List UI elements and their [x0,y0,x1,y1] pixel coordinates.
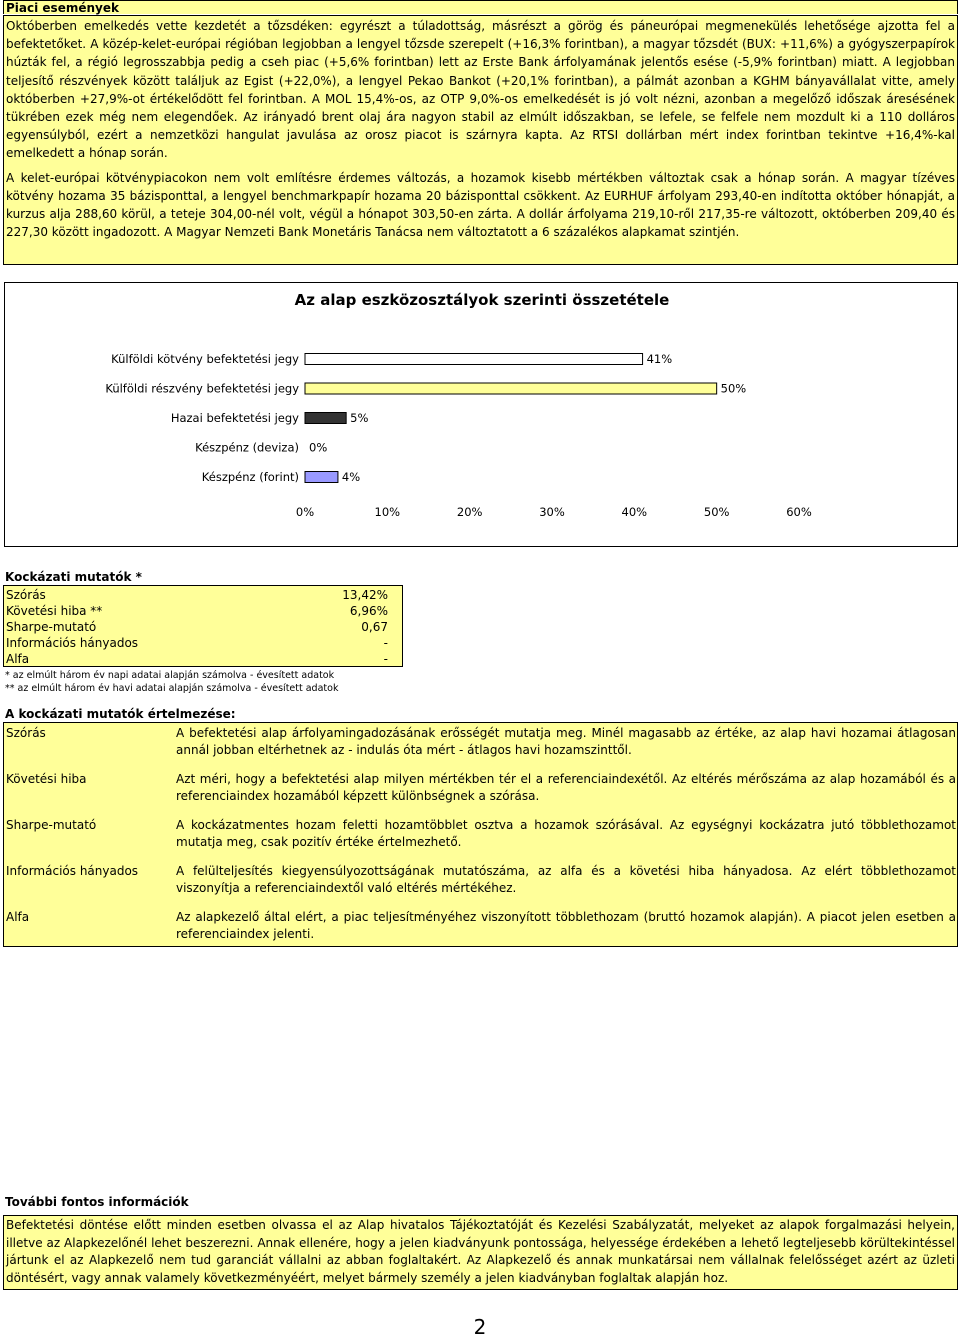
x-tick-label: 10% [374,505,401,519]
risk-footnote-1: * az elmúlt három év napi adatai alapján számolva - évesített adatok [5,670,335,681]
bar [305,383,717,394]
interpretation-box [3,722,958,947]
x-tick-label: 30% [539,505,565,519]
risk-value: 0,67 [361,620,388,634]
interp-definition: Az alapkezelő által elért, a piac teljesítményéhez viszonyított többlethozam (bruttó hozamok alapján). A piacot jelen esetben a referenciaindex jelenti. [176,910,956,941]
bar [305,354,643,365]
risk-row [6,635,396,651]
interp-definition: A kockázatmentes hozam feletti hozamtöbblet osztva a hozamok szórásával. Az egységnyi kockázatra jutó többlethozamot mutatja meg, csak pozitív értéke értelmezhető. [176,818,956,849]
interpretation-title: A kockázati mutatók értelmezése: [5,707,236,721]
further-info-box: Befektetési döntése előtt minden esetben olvassa el az Alap hivatalos Tájékoztatóját és Kezelési Szabályzatát, melyeket az alapok forgalmazási helyein, illetve az Alapkezelőnél lehet beszerezni. Annak ellenére, hogy a jelen kiadványunk pontossága, helyessége érdekében a lehető legteljesebb körültekintéssel jártunk el az Alapkezelő nem tud garanciát vállalni az abban foglaltakért. Az Alapkezelő és annak munkatársai nem vállalnak felelősséget azért az üzleti döntésért, vagy annak valamely következményéért, melyet bármely személy a jelen kiadványban foglaltak alapján hoz. [3,1215,958,1290]
risk-value: - [383,652,388,666]
chart-title: Az alap eszközosztályok szerinti összetétele [294,291,670,309]
x-tick-label: 40% [621,505,648,519]
x-tick-label: 0% [295,505,315,519]
interp-term: Követési hiba [6,772,87,786]
risk-label: Alfa [6,652,30,666]
x-tick-label: 50% [703,505,730,519]
interp-term: Alfa [6,910,30,924]
risk-label: Információs hányados [6,636,139,650]
interp-term: Információs hányados [6,864,139,878]
further-info-title: További fontos információk [5,1195,189,1209]
page-number: 2 [473,1315,487,1339]
risk-label: Szórás [6,588,46,602]
data-label: 0% [309,440,328,455]
risk-row [6,603,396,619]
data-label: 4% [341,470,361,484]
risk-footnote-2: ** az elmúlt három év havi adatai alapján számolva - évesített adatok [5,683,339,694]
data-label: 41% [646,352,673,366]
category-label: Készpénz (deviza) [195,440,299,455]
risk-value: - [383,636,388,650]
interp-definition: A befektetési alap árfolyamingadozásának erősségét mutatja meg. Minél magasabb az értéke, az alap havi hozamai átlagosan annál jobban eltérhetnek az - indulás óta mért - átlagos havi hozamszinttől. [176,726,956,757]
market-paragraph-2: A kelet-európai kötvénypiacokon nem volt említésre érdemes változás, a hozamok kisebb mértékben változtak csak a hónap során. A magyar tízéves kötvény hozama 35 bázisponttal, a lengyel benchmarkpapír hozama 20 bázisponttal csökkent. Az EURHUF árfolyam 293,40-en indította október hónapját, a kurzus alja 288,60 körül, a teteje 304,00-nél volt, végül a hónapot 303,50-en zárta. A dollár árfolyama 219,10-ről 217,35-re változott, októberben 209,40 és 227,30 között ingadozott. A Magyar Nemzeti Bank Monetáris Tanácsa nem változtatott a 6 százalékos alapkamat szintjén. [6,170,955,240]
interp-term: Szórás [6,726,46,740]
risk-row [6,619,396,635]
risk-row [6,651,396,667]
category-label: Külföldi kötvény befektetési jegy [111,352,299,366]
interp-term: Sharpe-mutató [6,818,97,832]
category-label: Külföldi részvény befektetési jegy [105,381,299,396]
interp-definition: Azt méri, hogy a befektetési alap milyen mértékben tér el a referenciaindexétől. Az eltérés mérőszáma az alap hozamából és a referenciaindex hozamából képzett különbségnek a szórása. [176,772,956,803]
data-label: 5% [350,411,369,425]
market-events-heading: Piaci események [3,0,958,14]
market-events-box [3,15,958,265]
risk-row [6,587,396,603]
risk-indicators-title: Kockázati mutatók * [5,570,142,584]
x-tick-label: 60% [786,505,812,519]
risk-value: 13,42% [342,588,388,602]
risk-label: Követési hiba ** [6,604,103,618]
risk-value: 6,96% [349,604,388,618]
category-label: Hazai befektetési jegy [170,411,299,425]
bar [305,472,338,483]
bar [305,413,346,424]
risk-label: Sharpe-mutató [6,620,97,634]
chart-canvas [5,283,959,548]
data-label: 50% [720,381,747,396]
risk-indicators-table [3,585,403,667]
x-tick-label: 20% [456,505,483,519]
category-label: Készpénz (forint) [201,470,299,484]
interp-definition: A felülteljesítés kiegyensúlyozottságának mutatószáma, az alfa és a követési hiba hányadosa. Az elért többlethozamot viszonyítja a referenciaindextől való eltérés mértékéhez. [176,864,956,895]
market-paragraph-1: Októberben emelkedés vette kezdetét a tőzsdéken: egyrészt a túladottság, másrészt a görög és páneurópai megmenekülés lehetősége ajzotta fel a befektetőket. A közép-kelet-európai régióban legjobban a lengyel tőzsde szerepelt (+16,3% forintban), a magyar tőzsdét (BUX: +11,6%) a gyógyszerpapírok húzták fel, a régió legrosszabbja pedig a cseh piac (+5,6% forintban) lett az Erste Bank árfolyamának jelentős esése (-5,9% forintban) miatt. A legjobban teljesítő részvények között találjuk az Egist (+22,0%), a lengyel Pekao Bankot (+20,1% forintban), a pálmát azonban a KGHM bányavállalat vitte, amely októberben +27,9%-ot értékelődött fel forintban. A MOL 15,4%-os, az OTP 9,0%-os emelkedését is jó volt nézni, azonban a megelőző időszak áresésének tükrében ezek még nem elegendőek. Az irányadó brent olaj ára nagyon stabil az elmúlt időszakban, se lefele, se felfele nem mozdult ki a 110 dolláros egyensúlyból, ezért a nemzetközi hangulat javulása az orosz piacot is szárnyra kapta. Az RTSI dollárban mért index forintban tekintve +16,4%-kal emelkedett a hónap során. [6,19,955,161]
asset-allocation-chart [4,282,958,547]
